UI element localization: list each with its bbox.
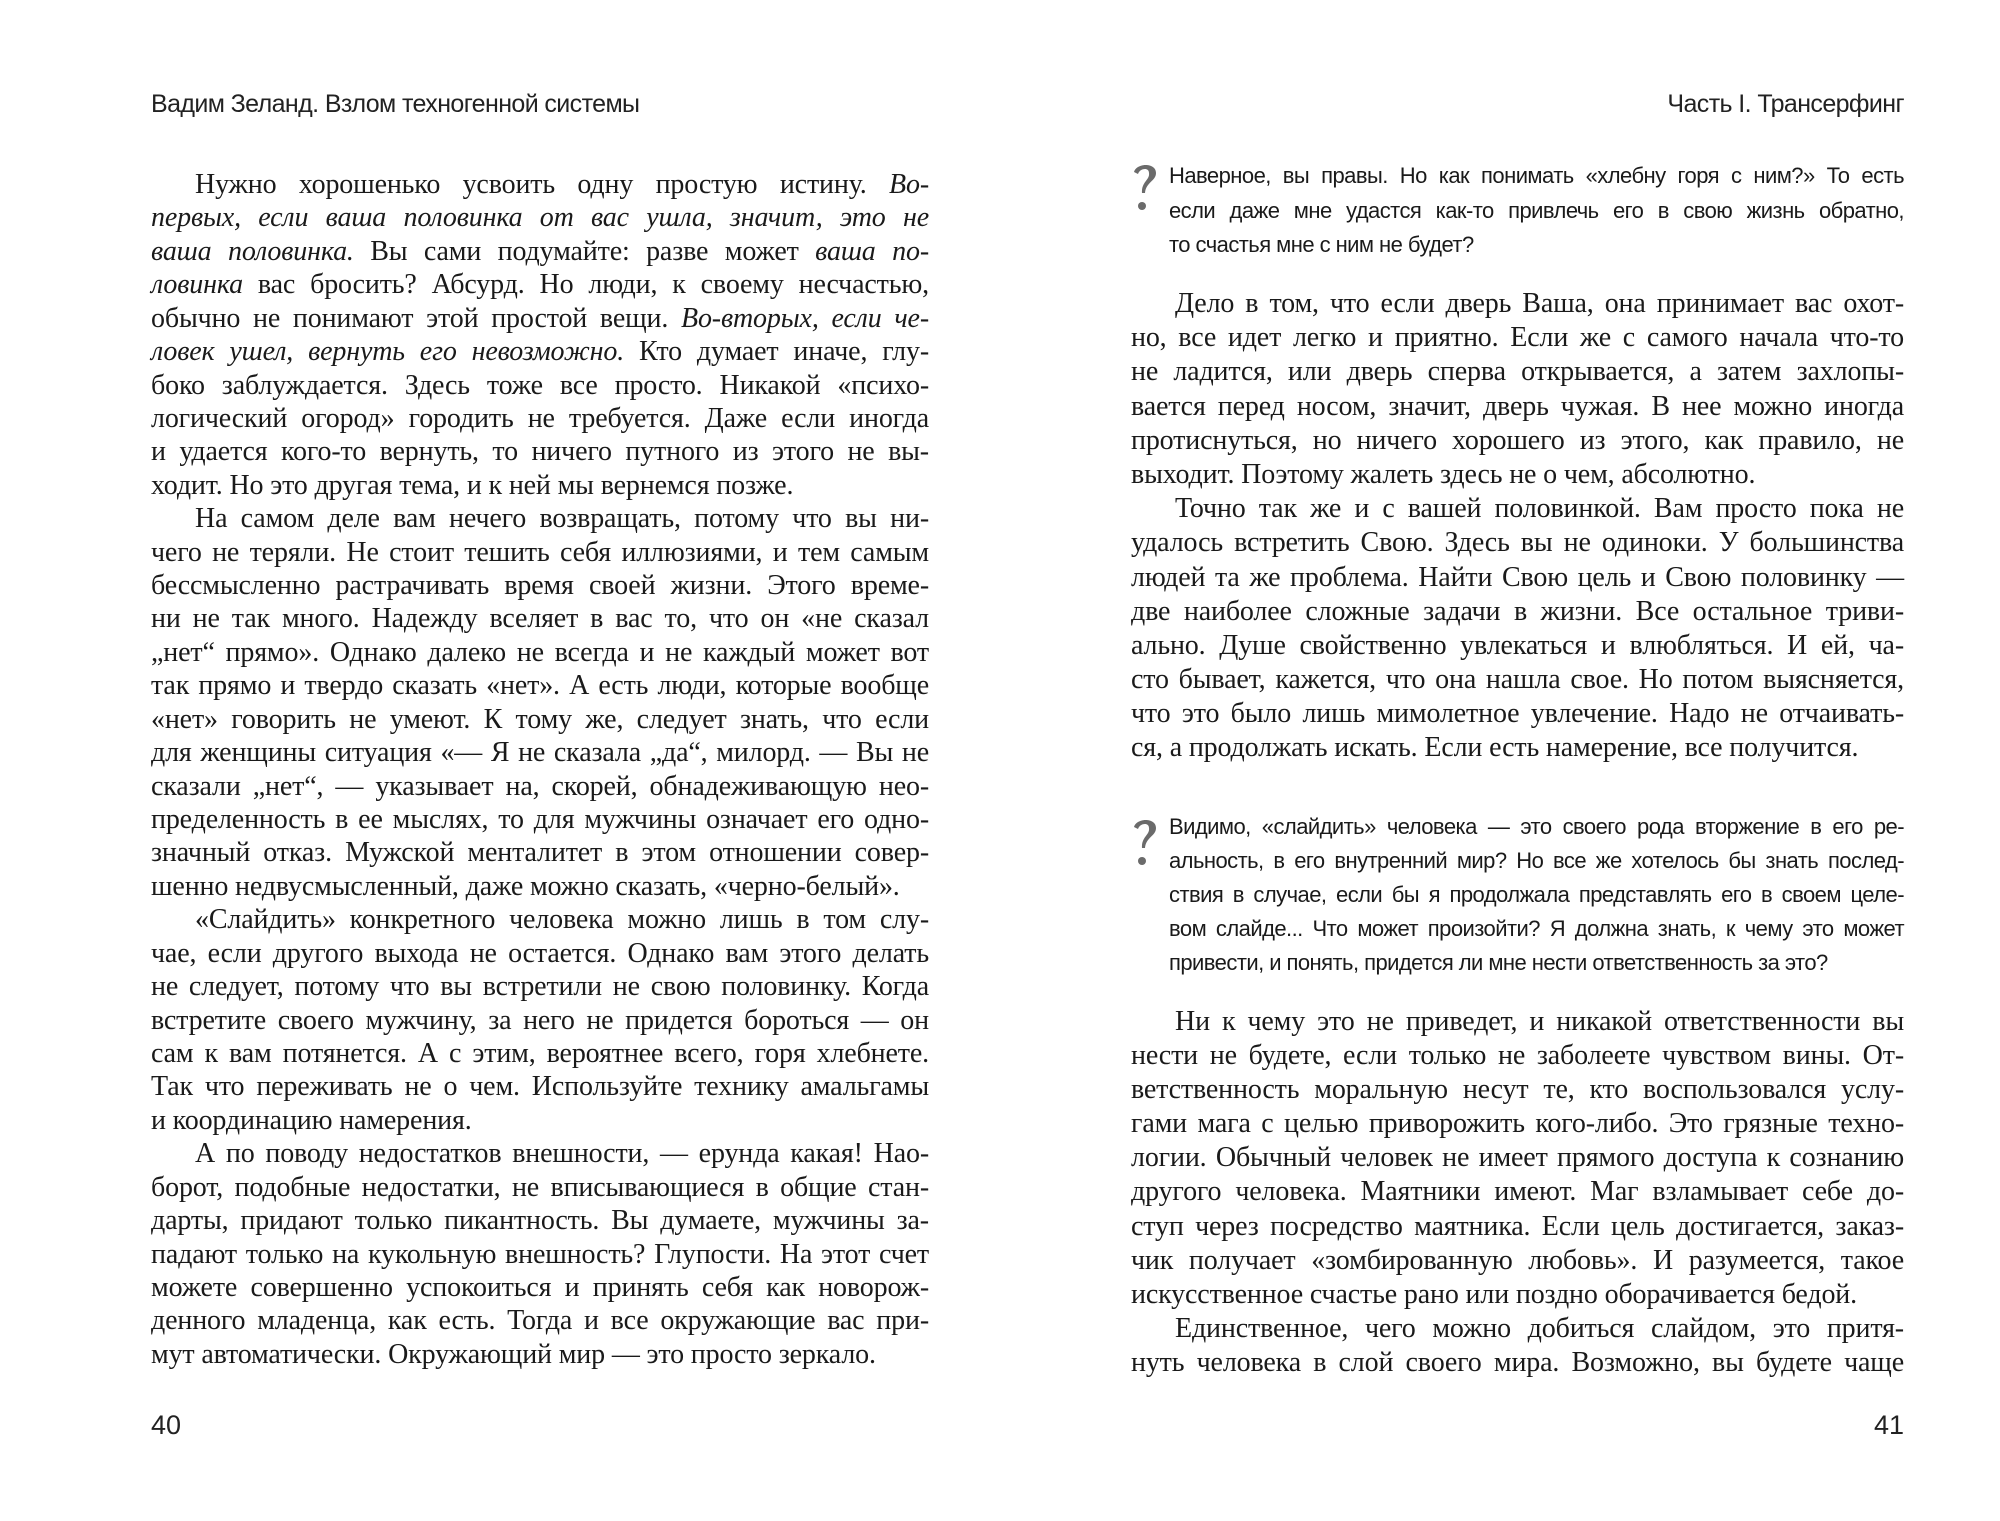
text-line (1169, 912, 1904, 946)
text-line (151, 335, 929, 368)
text-segment: ходит. Но это другая тема, и к ней мы вернемся позже. (151, 469, 794, 501)
paragraph (1131, 1312, 1904, 1380)
text-line (1131, 1073, 1904, 1107)
text-segment: то счастья мне с ним не будет? (1169, 232, 1474, 257)
paragraph (151, 903, 929, 1137)
text-line (1131, 1244, 1904, 1278)
text-line (151, 201, 929, 234)
text-line (1169, 810, 1904, 844)
text-line (1131, 1107, 1904, 1141)
text-line (151, 1070, 929, 1103)
text-line (1131, 390, 1904, 424)
text-segment: Вы сами подумайте: разве может (353, 235, 816, 267)
text-line (151, 703, 929, 736)
text-line (151, 1171, 929, 1204)
italic-text-segment: ваша по- (815, 235, 929, 267)
text-segment: ступ через посредство маятника. Если цель достигается, заказ- (1131, 1210, 1904, 1242)
text-line (151, 736, 929, 769)
text-line (151, 770, 929, 803)
paragraph (1131, 1005, 1904, 1312)
paragraph (151, 502, 929, 903)
text-line (1131, 1346, 1904, 1380)
text-line (151, 402, 929, 435)
text-line (151, 502, 929, 535)
text-line (151, 235, 929, 268)
text-segment: Видимо, «слайдить» человека — это своего рода вторжение в его ре- (1169, 814, 1904, 839)
text-line (1131, 1005, 1904, 1039)
text-segment: чик получает «зомбированную любовь». И разумеется, такое (1131, 1244, 1904, 1276)
text-line (1131, 1039, 1904, 1073)
paragraph (1131, 287, 1904, 492)
italic-text-segment: первых, если ваша половинка от вас ушла, значит, это не (151, 202, 929, 234)
text-segment: ально. Душе свойственно увлекаться и влюбляться. И ей, ча- (1131, 629, 1904, 661)
text-line (151, 970, 929, 1003)
text-segment: На самом деле вам нечего возвращать, потому что вы ни- (195, 503, 929, 535)
text-line (1131, 355, 1904, 389)
text-line (151, 636, 929, 669)
italic-text-segment: ваша половинка. (151, 235, 354, 267)
text-segment: логический огород» городить не требуется. Даже если иногда (151, 402, 929, 434)
text-segment: ветственность моральную несут те, кто воспользовался услу- (1131, 1074, 1904, 1106)
text-segment: ствия в случае, если бы я продолжала представлять его в своем целе- (1169, 882, 1904, 907)
text-segment: сам к вам потянется. А с этим, вероятнее всего, горя хлебнете. (151, 1037, 929, 1069)
text-segment: можете совершенно успокоиться и принять себя как новорож- (151, 1271, 929, 1303)
question-2-text (1169, 810, 1904, 980)
running-header-right: Часть I. Трансерфинг (1667, 90, 1904, 118)
text-segment: вается перед носом, значит, дверь чужая. В нее можно иногда (1131, 390, 1904, 422)
text-line (151, 268, 929, 301)
left-page-body (151, 168, 929, 1371)
text-segment: Кто думает иначе, глу- (624, 336, 929, 368)
text-line (1169, 946, 1904, 980)
text-segment: и координацию намерения. (151, 1104, 472, 1136)
text-line (1131, 629, 1904, 663)
text-line (151, 1037, 929, 1070)
text-line (151, 1137, 929, 1170)
text-segment: Наверное, вы правы. Но как понимать «хлебну горя с ним?» То есть (1169, 163, 1904, 188)
text-segment: Ни к чему это не приведет, и никакой ответственности вы (1175, 1006, 1904, 1037)
text-segment: Единственное, чего можно добиться слайдом, это притя- (1175, 1312, 1904, 1344)
text-segment: чае, если другого выхода не остается. Однако вам этого делать (151, 937, 929, 969)
text-line (1131, 731, 1904, 765)
text-line (151, 1004, 929, 1037)
text-segment: обычно не понимают этой простой вещи. (151, 302, 681, 334)
text-segment: Так что переживать не о чем. Используйте технику амальгамы (151, 1071, 929, 1103)
text-line (151, 870, 929, 903)
text-segment: если даже мне удастся как-то привлечь его в свою жизнь обратно, (1169, 197, 1904, 223)
text-segment: борот, подобные недостатки, не вписывающиеся в общие стан- (151, 1171, 929, 1203)
text-line (151, 1338, 929, 1371)
text-segment: логии. Обычный человек не имеет прямого доступа к сознанию (1131, 1142, 1904, 1174)
italic-text-segment: ловинка (151, 269, 243, 301)
text-segment: вом слайде... Что может произойти? Я должна знать, к чему это может (1169, 916, 1904, 941)
text-line (151, 469, 929, 502)
text-segment: нести не будете, если только не заболеете чувством вины. От- (1131, 1040, 1904, 1072)
text-line (1131, 595, 1904, 629)
text-line (151, 1104, 929, 1137)
text-line (151, 836, 929, 869)
italic-text-segment: Во- (889, 169, 929, 200)
text-segment: сто бывает, кажется, что она нашла свое. Но потом выясняется, (1131, 664, 1904, 696)
text-line (1131, 1175, 1904, 1209)
question-mark-icon (1128, 815, 1162, 871)
text-segment: другого человека. Маятники имеют. Маг взламывает себе до- (1131, 1176, 1904, 1208)
text-segment: так прямо и твердо сказать «нет». А есть люди, которые вообще (151, 670, 929, 702)
question-mark-icon (1128, 160, 1162, 216)
text-segment: удалось встретить Свою. Здесь вы не одиноки. У большинства (1131, 527, 1904, 559)
text-segment: „нет“ прямо». Однако далеко не всегда и не каждый может вот (151, 636, 929, 668)
text-line (151, 569, 929, 602)
text-segment: боко заблуждается. Здесь тоже все просто. Никакой «психо- (151, 369, 929, 401)
text-segment: для женщины ситуация «— Я не сказала „да“, милорд. — Вы не (151, 737, 929, 769)
text-segment: две наиболее сложные задачи в жизни. Все остальное триви- (1131, 595, 1904, 627)
text-line (151, 435, 929, 468)
text-line (151, 1271, 929, 1304)
text-line (1131, 287, 1904, 321)
text-segment: не ладится, или дверь сперва открывается, а затем захлопы- (1131, 356, 1904, 388)
text-segment: протиснуться, но ничего хорошего из этого, как правило, не (1131, 424, 1904, 456)
text-segment: значный отказ. Мужской менталитет в этом отношении совер- (151, 837, 929, 869)
text-line (1131, 321, 1904, 355)
text-line (1131, 1141, 1904, 1175)
text-segment: дарты, придают только пикантность. Вы думаете, мужчины за- (151, 1205, 929, 1237)
paragraph (151, 168, 929, 502)
text-line (151, 903, 929, 936)
text-segment: денного младенца, как есть. Тогда и все окружающие вас при- (151, 1305, 929, 1337)
text-segment: ни не так много. Надежду вселяет в вас то, что он «не сказал (151, 603, 929, 635)
text-line (1131, 663, 1904, 697)
text-line (151, 669, 929, 702)
text-line (151, 1304, 929, 1337)
text-segment: выходит. Поэтому жалеть здесь не о чем, абсолютно. (1131, 458, 1756, 490)
answer-1-text (1131, 287, 1904, 766)
text-segment: искусственное счастье рано или поздно оборачивается бедой. (1131, 1278, 1857, 1310)
text-segment: сказали „нет“, — указывает на, скорей, обнадеживающую нео- (151, 770, 929, 802)
text-segment: ся, а продолжать искать. Если есть намерение, все получится. (1131, 732, 1859, 764)
text-segment: нуть человека в слой своего мира. Возможно, вы будете чаще (1131, 1346, 1904, 1378)
text-segment: Точно так же и с вашей половинкой. Вам просто пока не (1175, 493, 1904, 525)
text-line (151, 1238, 929, 1271)
text-line (1169, 159, 1904, 194)
text-line (1131, 561, 1904, 595)
text-segment: но, все идет легко и приятно. Если же с самого начала что-то (1131, 322, 1904, 354)
text-segment: Дело в том, что если дверь Ваша, она принимает вас охот- (1175, 288, 1904, 319)
text-segment: вас бросить? Абсурд. Но люди, к своему несчастью, (242, 269, 929, 301)
text-segment: альность, в его внутренний мир? Но все же хотелось бы знать послед- (1169, 848, 1904, 873)
text-segment: что это было лишь мимолетное увлечение. Надо не отчаивать- (1131, 698, 1904, 730)
text-line (151, 602, 929, 635)
text-segment: мут автоматически. Окружающий мир — это просто зеркало. (151, 1338, 876, 1370)
text-line (1131, 697, 1904, 731)
text-line (151, 536, 929, 569)
text-segment: гами мага с целью приворожить кого-либо. Это грязные техно- (1131, 1108, 1904, 1140)
text-line (1131, 1312, 1904, 1346)
italic-text-segment: ловек ушел, вернуть его невозможно. (151, 336, 625, 368)
italic-text-segment: Во-вторых, если че- (680, 302, 929, 334)
text-line (151, 168, 929, 201)
text-line (1131, 458, 1904, 492)
text-segment: встретите своего мужчину, за него не придется бороться — он (151, 1004, 929, 1036)
paragraph (151, 1137, 929, 1371)
text-line (1169, 194, 1904, 229)
text-segment: чего не теряли. Не стоит тешить себя иллюзиями, и тем самым (151, 536, 929, 568)
text-line (1131, 424, 1904, 458)
page-number-left: 40 (151, 1410, 182, 1440)
page-number-right: 41 (1873, 1410, 1904, 1440)
text-segment: не следует, потому что вы встретили не свою половинку. Когда (151, 971, 929, 1003)
text-line (151, 803, 929, 836)
text-segment: пределенность в ее мыслях, то для мужчины означает его одно- (151, 804, 929, 836)
text-line (1131, 1210, 1904, 1244)
text-segment: шенно недвусмысленный, даже можно сказать, «черно-белый». (151, 870, 900, 902)
answer-2-text (1131, 1005, 1904, 1380)
text-line (1131, 526, 1904, 560)
text-segment: падают только на кукольную внешность? Глупости. На этот счет (151, 1238, 929, 1270)
text-segment: «Слайдить» конкретного человека можно лишь в том слу- (195, 904, 929, 936)
text-line (1169, 878, 1904, 912)
text-segment: людей та же проблема. Найти Свою цель и Свою половинку — (1131, 561, 1904, 593)
question-1-text (1169, 159, 1904, 263)
running-header-left: Вадим Зеланд. Взлом техногенной системы (151, 90, 640, 118)
text-segment: Нужно хорошенько усвоить одну простую истину. (195, 169, 890, 200)
text-line (1169, 844, 1904, 878)
text-segment: «нет» говорить не умеют. К тому же, следует знать, что если (151, 703, 929, 735)
text-line (151, 937, 929, 970)
text-segment: бессмысленно растрачивать время своей жизни. Этого време- (151, 570, 929, 602)
text-segment: привести, и понять, придется ли мне нести ответственность за это? (1169, 950, 1828, 975)
text-segment: А по поводу недостатков внешности, — ерунда какая! Нао- (195, 1138, 929, 1170)
paragraph (1131, 492, 1904, 766)
text-line (151, 369, 929, 402)
text-line (1131, 492, 1904, 526)
text-line (151, 1204, 929, 1237)
text-line (1169, 228, 1904, 263)
text-segment: и удается кого-то вернуть, то ничего путного из этого не вы- (151, 436, 929, 468)
text-line (151, 302, 929, 335)
text-line (1131, 1278, 1904, 1312)
